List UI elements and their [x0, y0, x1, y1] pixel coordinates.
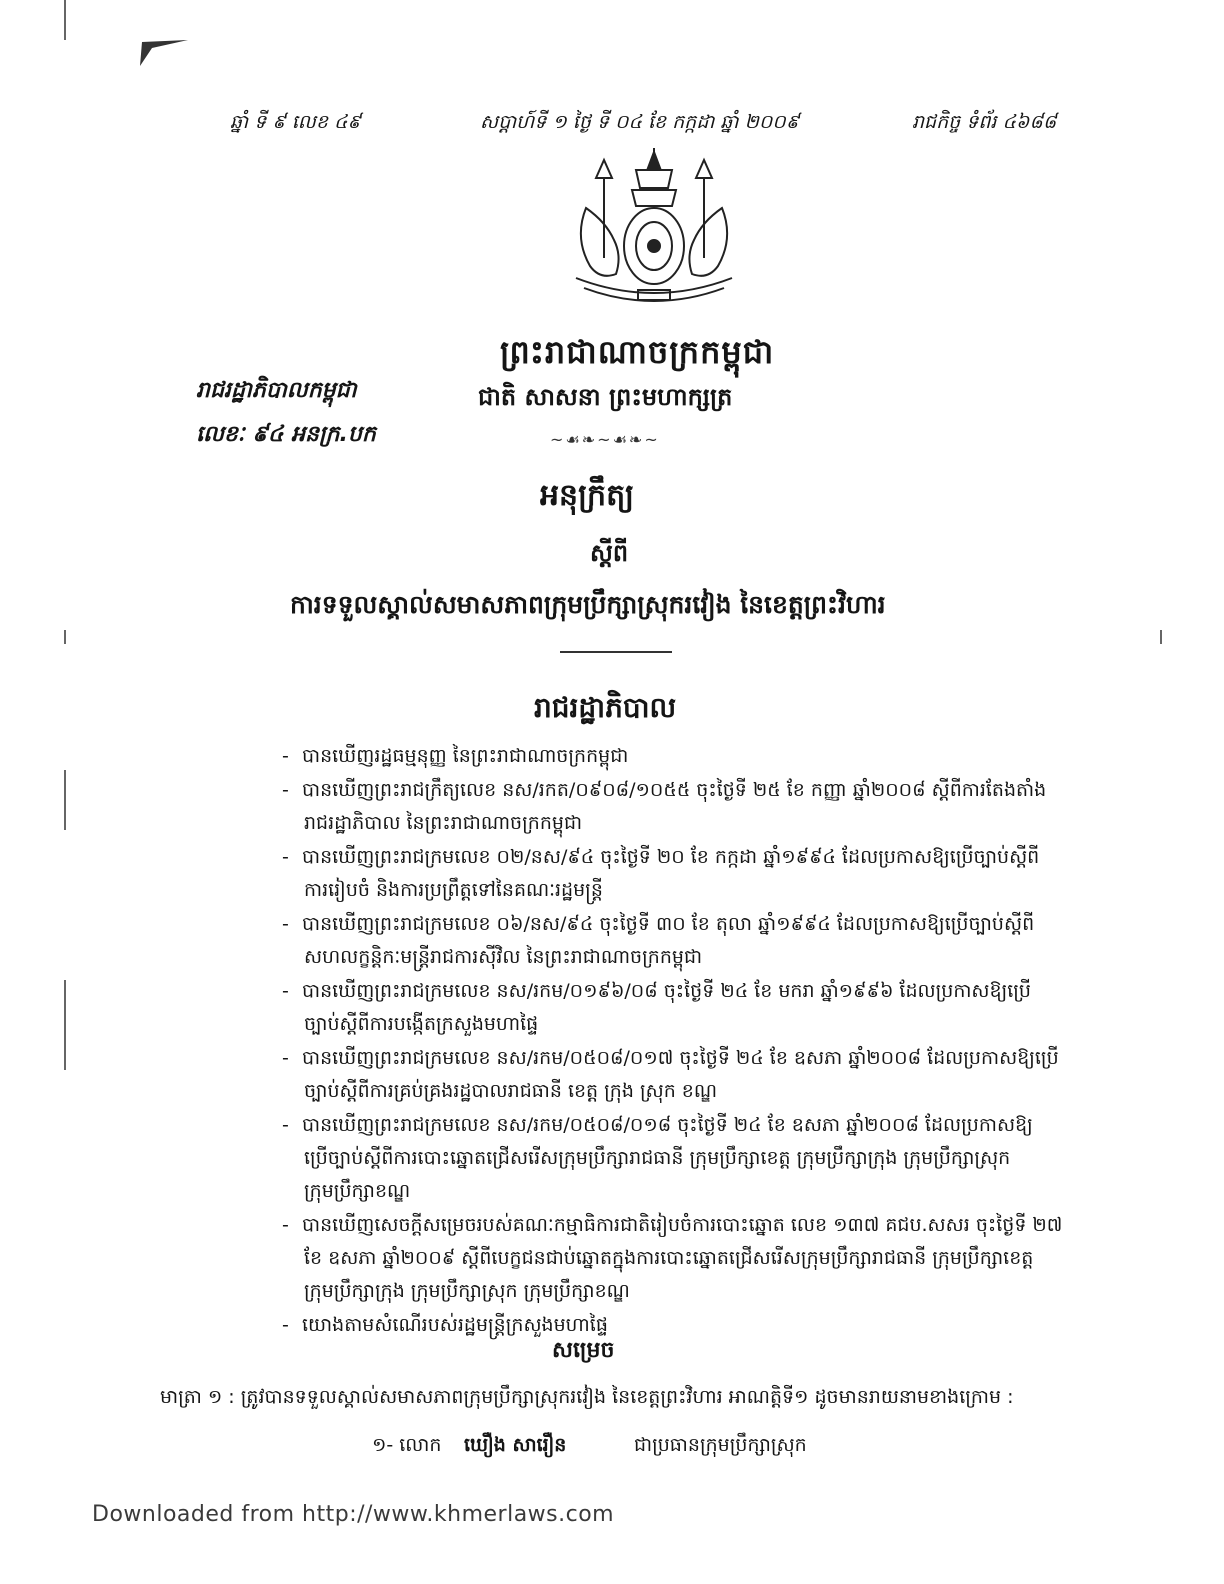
scan-edge-mark: [64, 0, 66, 40]
recital-item: - បានឃើញព្រះរាជក្រមលេខ នស/រកម/០៥០៨/០១៧ ចុះថ្ងៃទី ២៤ ខែ ឧសភា ឆ្នាំ២០០៨ ដែលប្រកាសឱ្យប្រើ ច្បាប់ស្តីពីការគ្រប់គ្រងរដ្ឋបាលរាជធានី ខេត្ត ក្រុង ស្រុក ខណ្ឌ: [282, 1047, 1059, 1102]
recital-item: - បានឃើញព្រះរាជក្រឹត្យលេខ នស/រកត/០៩០៨/១០៥៥ ចុះថ្ងៃទី ២៥ ខែ កញ្ញា ឆ្នាំ២០០៨ ស្តីពីការតែងតាំង រាជរដ្ឋាភិបាល នៃព្រះរាជាណាចក្រកម្ពុជា: [282, 779, 1047, 834]
recital-item: - បានឃើញព្រះរាជក្រមលេខ នស/រកម/០៥០៨/០១៨ ចុះថ្ងៃទី ២៤ ខែ ឧសភា ឆ្នាំ២០០៨ ដែលប្រកាសឱ្យ ប្រើច្បាប់ស្តីពីការបោះឆ្នោតជ្រើសរើសក្រុមប្រឹក្សារាជធានី ក្រុមប្រឹក្សាខេត្ត ក្រុមប្រឹក្សាក្រុង ក្រុមប្រឹក្សាស្រុក ក្រុមប្រឹក្សាខណ្ឌ: [282, 1114, 1033, 1202]
recital-item: - បានឃើញព្រះរាជក្រមលេខ នស/រកម/០១៩៦/០៨ ចុះថ្ងៃទី ២៤ ខែ មករា ឆ្នាំ១៩៩៦ ដែលប្រកាសឱ្យប្រើ ច្បាប់ស្តីពីការបង្កើតក្រសួងមហាផ្ទៃ: [282, 980, 1031, 1035]
national-motto: ជាតិ សាសនា ព្រះមហាក្សត្រ: [478, 383, 733, 411]
document-title: អនុក្រឹត្យ: [540, 478, 635, 513]
ornamental-divider: ~☙❧~☙❧~: [550, 430, 660, 449]
issuing-government: រាជរដ្ឋាភិបាលកម្ពុជា: [196, 378, 357, 403]
kingdom-name: ព្រះរាជាណាចក្រកម្ពុជា: [500, 333, 775, 371]
member-number: ១- លោក: [372, 1434, 442, 1456]
folded-corner-mark: [138, 38, 192, 68]
royal-coat-of-arms-seal: [556, 148, 752, 316]
document-subject: ការទទួលស្គាល់សមាសភាពក្រុមប្រឹក្សាស្រុករវៀង នៃខេត្តព្រះវិហារ: [290, 590, 886, 619]
member-role: ជាប្រធានក្រុមប្រឹក្សាស្រុក: [634, 1434, 807, 1456]
member-name: ឃឿង សារឿន: [464, 1434, 567, 1456]
recital-item: - បានឃើញសេចក្តីសម្រេចរបស់គណៈកម្មាធិការជាតិរៀបចំការបោះឆ្នោត លេខ ១៣៧ គជប.សសរ ចុះថ្ងៃទី ២៧ ខែ ឧសភា ឆ្នាំ២០០៩ ស្តីពីបេក្ខជនជាប់ឆ្នោតក្នុងការបោះឆ្នោតជ្រើសរើសក្រុមប្រឹក្សារាជធានី ក្រុមប្រឹក្សាខេត្ត ក្រុមប្រឹក្សាក្រុង ក្រុមប្រឹក្សាស្រុក ក្រុមប្រឹក្សាខណ្ឌ: [282, 1214, 1063, 1302]
decides-heading: សម្រេច: [552, 1338, 615, 1363]
scan-edge-mark: [64, 770, 66, 830]
gazette-page-number: រាជកិច្ច ទំព័រ ៤៦៨៨: [912, 111, 1057, 133]
download-source-footer: Downloaded from http://www.khmerlaws.com: [92, 1502, 615, 1527]
gazette-week-date: សប្តាហ៍ទី ១ ថ្ងៃ ទី ០៤ ខែ កក្កដា ឆ្នាំ ២០០៩: [480, 111, 800, 133]
scan-edge-mark: [1160, 630, 1162, 644]
recital-item: - បានឃើញព្រះរាជក្រមលេខ ០៦/នស/៩៤ ចុះថ្ងៃទី ៣០ ខែ តុលា ឆ្នាំ១៩៩៤ ដែលប្រកាសឱ្យប្រើច្បាប់ស្តីពី សហលក្ខន្តិកៈមន្ត្រីរាជការស៊ីវិល នៃព្រះរាជាណាចក្រកម្ពុជា: [282, 913, 1035, 968]
recital-item: - បានឃើញព្រះរាជក្រមលេខ ០២/នស/៩៤ ចុះថ្ងៃទី ២០ ខែ កក្កដា ឆ្នាំ១៩៩៤ ដែលប្រកាសឱ្យប្រើច្បាប់ស្តីពី ការរៀបចំ និងការប្រព្រឹត្តទៅនៃគណៈរដ្ឋមន្ត្រី: [282, 846, 1040, 901]
recital-item: - បានឃើញរដ្ឋធម្មនុញ្ញ នៃព្រះរាជាណាចក្រកម្ពុជា: [282, 745, 629, 767]
article-1: មាត្រា ១ : ត្រូវបានទទួលស្គាល់សមាសភាពក្រុមប្រឹក្សាស្រុករវៀង នៃខេត្តព្រះវិហារ អាណត្តិទី១ ដូចមានរាយនាមខាងក្រោម :: [160, 1386, 1014, 1408]
recital-item: - យោងតាមសំណើរបស់រដ្ឋមន្ត្រីក្រសួងមហាផ្ទៃ: [282, 1314, 608, 1336]
government-heading: រាជរដ្ឋាភិបាល: [534, 691, 677, 724]
title-divider-line: [560, 651, 672, 653]
scan-edge-mark: [64, 980, 66, 1070]
scan-edge-mark: [64, 630, 66, 644]
recitals-list: [282, 740, 1092, 1343]
document-number: លេខៈ ៩៤ អនក្រ.បក: [196, 422, 376, 447]
document-about: ស្តីពី: [590, 539, 629, 567]
gazette-year-issue: ឆ្នាំ ទី ៩ លេខ ៤៩: [230, 111, 361, 133]
